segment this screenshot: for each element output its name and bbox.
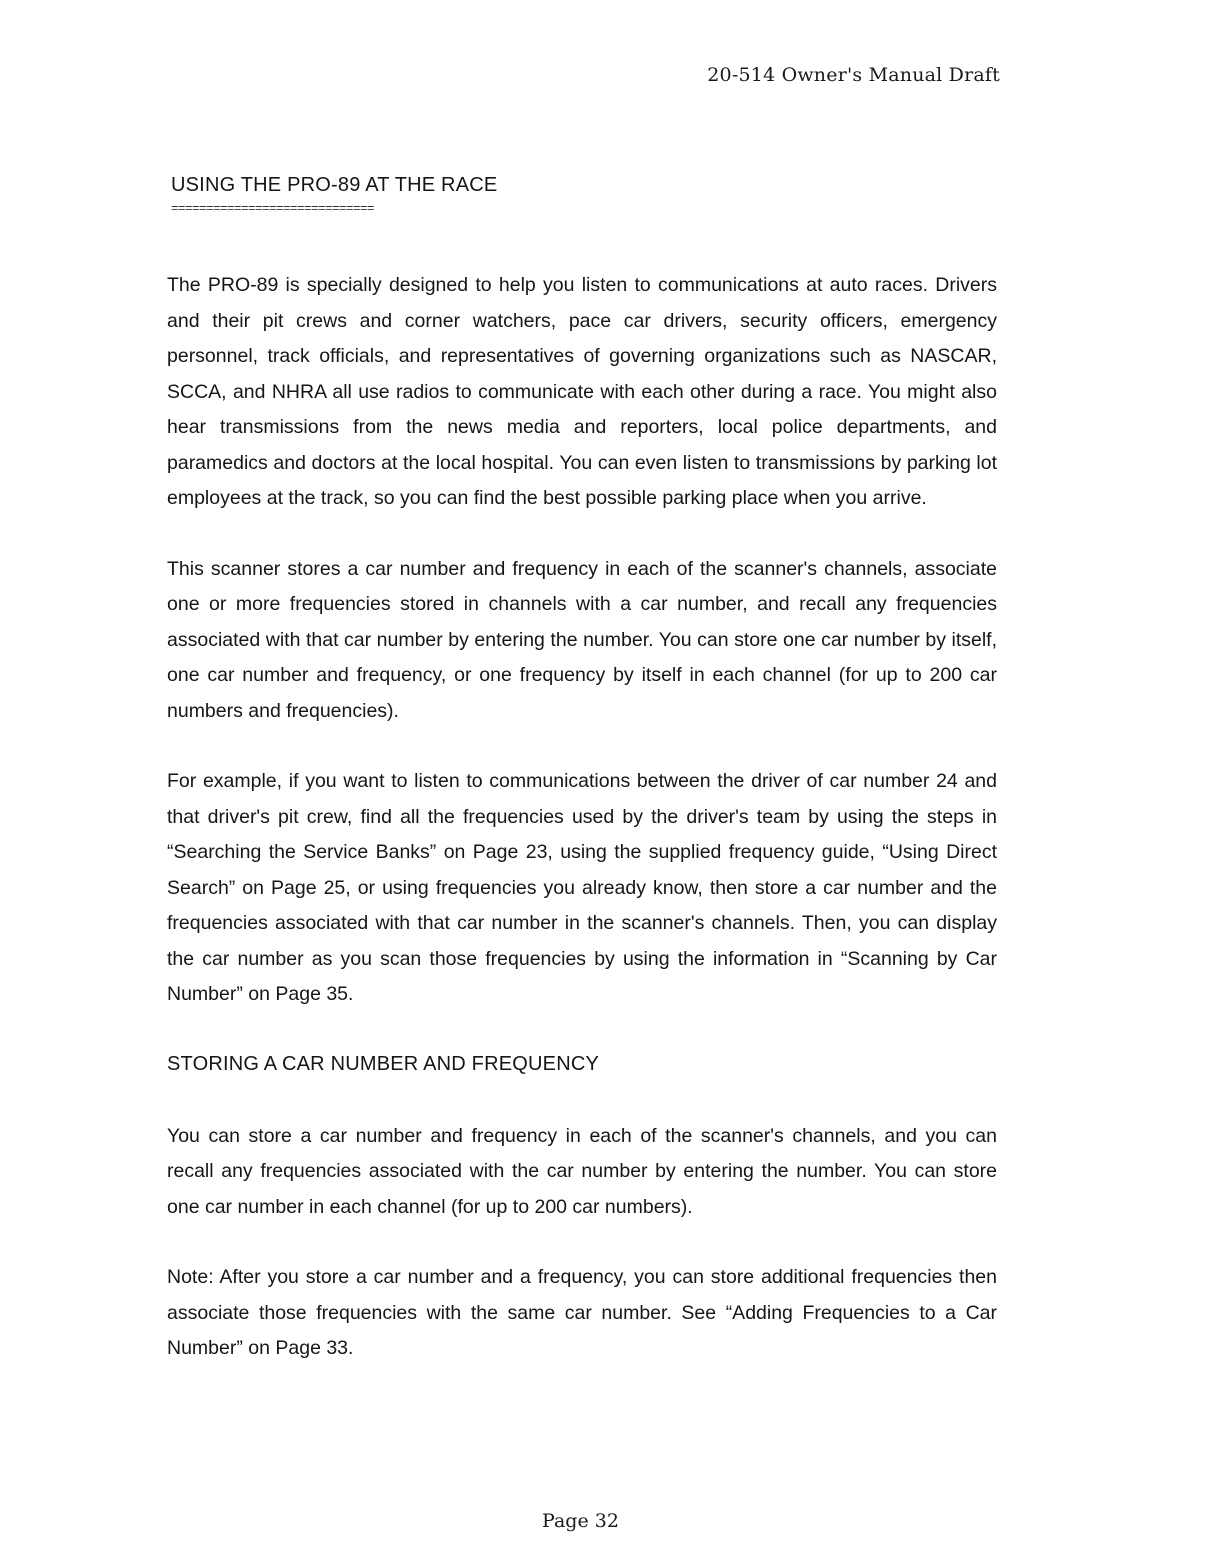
document-header: 20-514 Owner's Manual Draft — [707, 64, 1000, 86]
section-title-underline: ============================= — [171, 202, 375, 216]
paragraph-intro: The PRO-89 is specially designed to help you listen to communications at auto races. Drivers and their pit crews and corner watchers, pace car drivers, security officers, emergency personnel, track officials, and representatives of governing organizations such as NASCAR, SCCA, and NHRA all use radios to communicate with each other during a race. You might also hear transmissions from the news media and reporters, local police departments, and paramedics and doctors at the local hospital. You can even listen to transmissions by parking lot employees at the track, so you can find the best possible parking place when you arrive. — [167, 274, 997, 509]
section-title: USING THE PRO-89 AT THE RACE — [171, 174, 498, 196]
paragraph-storing: You can store a car number and frequency in each of the scanner's channels, and you can recall any frequencies associated with the car number by entering the number. You can store one car number in each channel (for up to 200 car numbers). — [167, 1124, 997, 1218]
page-number: Page 32 — [542, 1510, 619, 1532]
page-content — [167, 172, 997, 1367]
subsection-title: STORING A CAR NUMBER AND FREQUENCY — [167, 1052, 600, 1075]
paragraph-example: For example, if you want to listen to communications between the driver of car number 24 and that driver's pit crew, find all the frequencies used by the driver's team by using the steps in “Searching the Service Banks” on Page 23, using the supplied frequency guide, “Using Direct Search” on Page 25, or using frequencies you already know, then store a car number and the frequencies associated with that car number in the scanner's channels. Then, you can display the car number as you scan those frequencies by using the information in “Scanning by Car Number” on Page 35. — [167, 770, 997, 1005]
paragraph-storage: This scanner stores a car number and frequency in each of the scanner's channels, associate one or more frequencies stored in channels with a car number, and recall any frequencies associated with that car number by entering the number. You can store one car number by itself, one car number and frequency, or one frequency by itself in each channel (for up to 200 car numbers and frequencies). — [167, 557, 997, 722]
paragraph-note: Note: After you store a car number and a frequency, you can store additional frequencies then associate those frequencies with the same car number. See “Adding Frequencies to a Car Number” on Page 33. — [167, 1266, 997, 1359]
